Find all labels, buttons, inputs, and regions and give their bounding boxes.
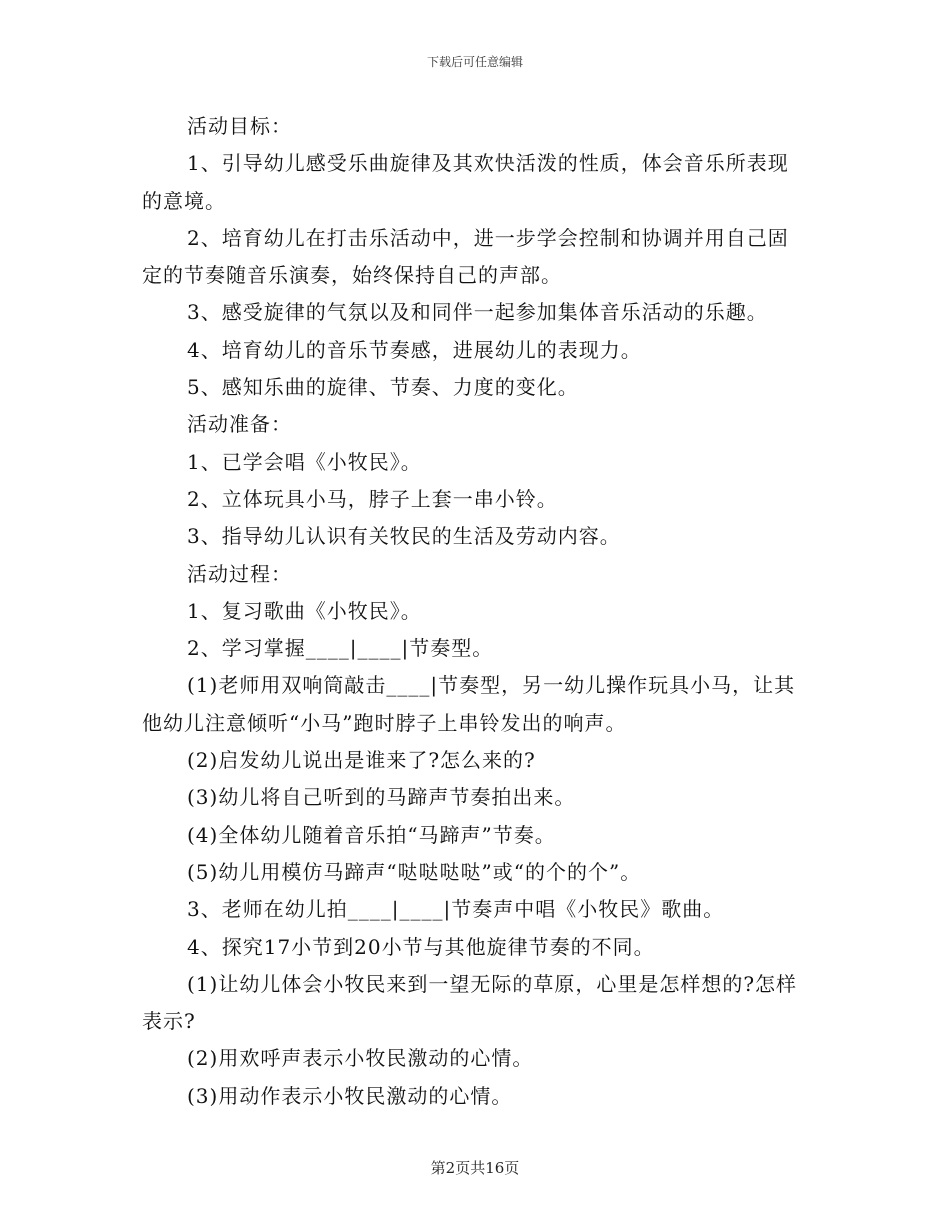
paragraph: 2、学习掌握____|____|节奏型。	[187, 636, 494, 661]
paragraph: 3、感受旋律的气氛以及和同伴一起参加集体音乐活动的乐趣。	[187, 300, 768, 325]
paragraph: 2、培育幼儿在打击乐活动中，进一步学会控制和协调并用自己固定的节奏随音乐演奏，始终保持自己的声部。	[142, 225, 789, 288]
paragraph: (3)用动作表示小牧民激动的心情。	[187, 1083, 513, 1108]
paragraph: 活动准备：	[187, 412, 292, 437]
paragraph: (4)全体幼儿随着音乐拍“马蹄声”节奏。	[187, 822, 556, 847]
page-footer: 第2页共16页	[430, 1159, 520, 1177]
paragraph: (3)幼儿将自己听到的马蹄声节奏拍出来。	[187, 785, 576, 810]
paragraph: (2)启发幼儿说出是谁来了?怎么来的?	[187, 748, 536, 773]
paragraph: 3、指导幼儿认识有关牧民的生活及劳动内容。	[187, 524, 621, 549]
page-header: 下载后可任意编辑	[426, 55, 523, 69]
paragraph: 4、探究17小节到20小节与其他旋律节奏的不同。	[187, 934, 655, 959]
paragraph: 2、立体玩具小马，脖子上套一串小铃。	[187, 486, 558, 511]
paragraph: 4、培育幼儿的音乐节奏感，进展幼儿的表现力。	[187, 337, 642, 362]
paragraph: 5、感知乐曲的旋律、节奏、力度的变化。	[187, 375, 579, 400]
paragraph: (1)让幼儿体会小牧民来到一望无际的草原，心里是怎样想的?怎样表示?	[142, 971, 798, 1034]
paragraph: (5)幼儿用模仿马蹄声“哒哒哒哒”或“的个的个”。	[187, 859, 642, 884]
document-body	[142, 108, 808, 1115]
paragraph: (1)老师用双响筒敲击____|节奏型，另一幼儿操作玩具小马，让其他幼儿注意倾听“小马”跑时脖子上串铃发出的响声。	[142, 673, 796, 735]
paragraph: 活动目标：	[187, 114, 292, 138]
paragraph: 1、引导幼儿感受乐曲旋律及其欢快活泼的性质，体会音乐所表现的意境。	[142, 151, 789, 213]
paragraph: (2)用欢呼声表示小牧民激动的心情。	[187, 1046, 534, 1071]
paragraph: 3、老师在幼儿拍____|____|节奏声中唱《小牧民》歌曲。	[187, 897, 725, 922]
paragraph: 1、复习歌曲《小牧民》。	[187, 598, 422, 623]
paragraph: 1、已学会唱《小牧民》。	[187, 449, 422, 474]
paragraph: 活动过程：	[187, 561, 292, 586]
